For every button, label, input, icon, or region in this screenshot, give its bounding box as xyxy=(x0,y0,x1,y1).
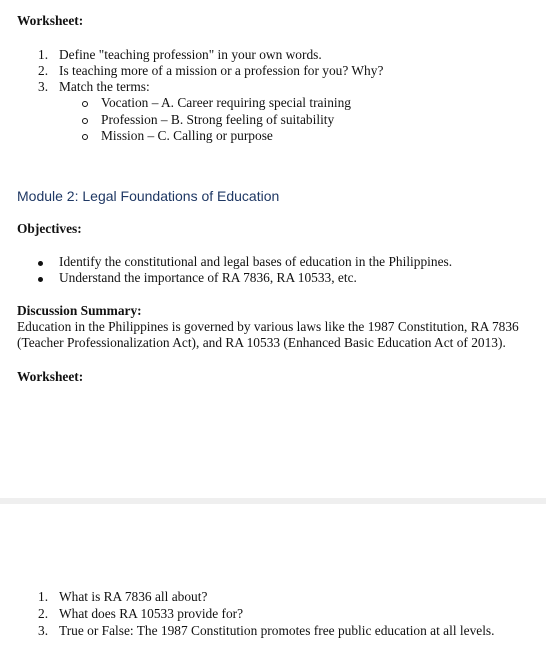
item-text: What does RA 10533 provide for? xyxy=(59,606,244,621)
item-number: 3. xyxy=(38,623,49,638)
discussion-text-line-2: (Teacher Professionalization Act), and RA 10533 (Enhanced Basic Education Act of 2013). xyxy=(17,335,506,350)
match-term-text: Vocation – A. Career requiring special training xyxy=(101,95,352,110)
item-text: Is teaching more of a mission or a profession for you? Why? xyxy=(59,63,384,78)
item-number: 3. xyxy=(38,79,49,94)
item-text: Match the terms: xyxy=(59,79,150,94)
item-text: Define "teaching profession" in your own words. xyxy=(59,47,322,62)
worksheet-heading: Worksheet: xyxy=(17,369,84,384)
item-number: 1. xyxy=(38,47,49,62)
match-term-text: Mission – C. Calling or purpose xyxy=(101,128,273,143)
worksheet-heading: Worksheet: xyxy=(17,13,84,28)
objectives-heading: Objectives: xyxy=(17,221,82,236)
document-page-2 xyxy=(0,504,546,654)
objective-text: Identify the constitutional and legal bases of education in the Philippines. xyxy=(59,254,453,269)
item-number: 1. xyxy=(38,589,49,604)
circle-bullet-icon xyxy=(82,101,88,107)
discussion-heading: Discussion Summary: xyxy=(17,303,142,318)
bullet-icon xyxy=(38,261,43,266)
bullet-icon xyxy=(38,277,43,282)
module-title: Module 2: Legal Foundations of Education xyxy=(17,188,280,204)
discussion-text-line-1: Education in the Philippines is governed by various laws like the 1987 Constitution, RA 7836 xyxy=(17,319,519,334)
item-text: What is RA 7836 all about? xyxy=(59,589,208,604)
item-number: 2. xyxy=(38,606,49,621)
circle-bullet-icon xyxy=(82,118,88,124)
match-term-text: Profession – B. Strong feeling of suitability xyxy=(101,112,335,127)
objective-text: Understand the importance of RA 7836, RA 10533, etc. xyxy=(59,270,357,285)
item-text: True or False: The 1987 Constitution promotes free public education at all levels. xyxy=(59,623,495,638)
circle-bullet-icon xyxy=(82,134,88,140)
item-number: 2. xyxy=(38,63,49,78)
